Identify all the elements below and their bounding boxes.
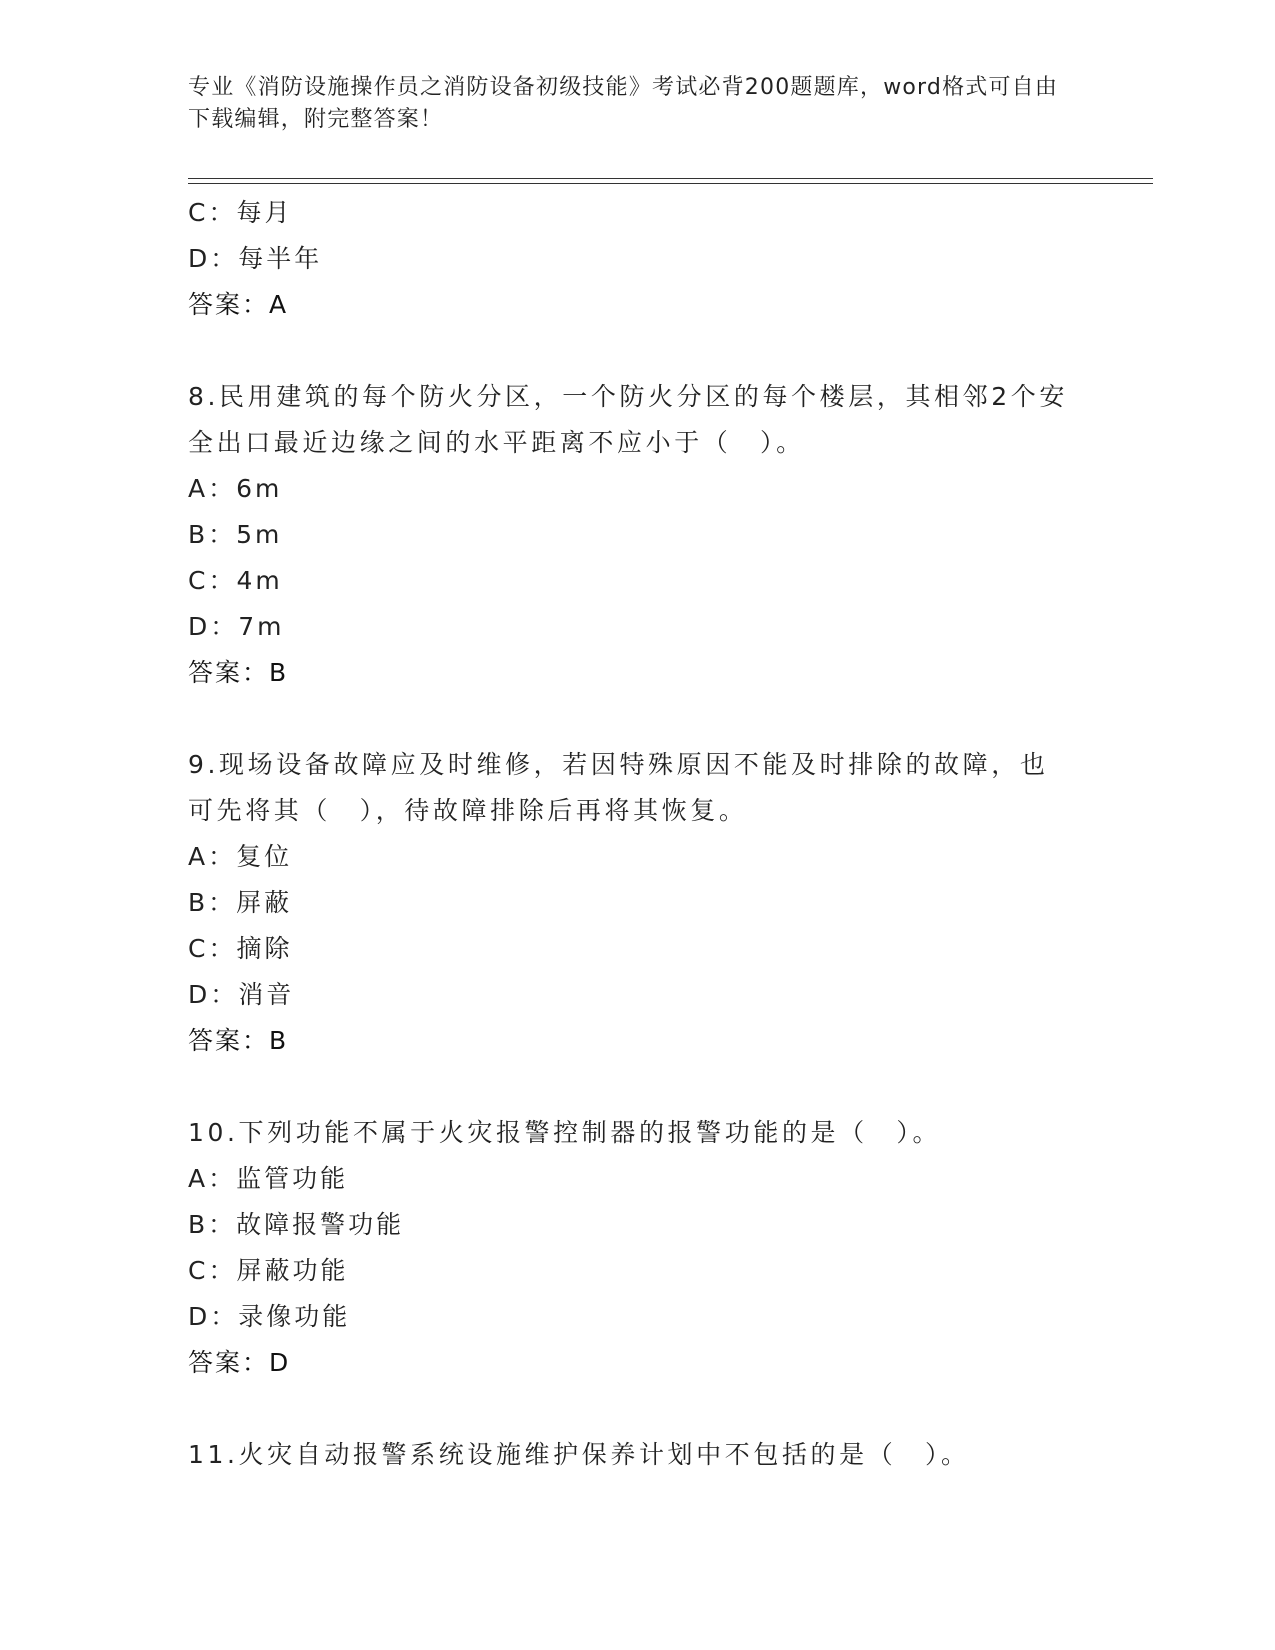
option-b: [188, 512, 1068, 558]
answer-line: 答案：B: [188, 1026, 289, 1055]
option-text: 6m: [236, 474, 283, 503]
option-d: [188, 972, 1068, 1018]
option-letter: A：: [188, 474, 237, 503]
option-text: 屏蔽功能: [236, 1256, 349, 1285]
option-letter: B：: [188, 520, 237, 549]
option-text: 屏蔽: [236, 888, 293, 917]
header-divider-top: [188, 178, 1153, 179]
header-divider-bottom: [188, 183, 1153, 184]
option-letter: B：: [188, 1210, 237, 1239]
option-text: 4m: [236, 566, 283, 595]
question-11: [188, 1432, 1068, 1478]
question-8: [188, 374, 1068, 696]
option-text: 摘除: [236, 934, 293, 963]
option-letter: D：: [188, 612, 239, 641]
answer-line: 答案：A: [188, 290, 289, 319]
option-letter: A：: [188, 842, 237, 871]
question-stem: 8.民用建筑的每个防火分区，一个防火分区的每个楼层，其相邻2个安全出口最近边缘之间的水平距离不应小于（ ）。: [188, 382, 1068, 457]
option-a: [188, 1156, 1068, 1202]
document-body: [188, 190, 1068, 1478]
answer-line: 答案：B: [188, 658, 289, 687]
question-stem: 10.下列功能不属于火灾报警控制器的报警功能的是（ ）。: [188, 1118, 942, 1147]
question-9: [188, 742, 1068, 1064]
option-text: 5m: [236, 520, 283, 549]
answer-line: 答案：D: [188, 1348, 291, 1377]
option-d: [188, 1294, 1068, 1340]
option-c: [188, 1248, 1068, 1294]
question-10: [188, 1110, 1068, 1386]
option-text: 监管功能: [236, 1164, 349, 1193]
option-letter: D：: [188, 980, 239, 1009]
option-c: [188, 926, 1068, 972]
option-letter: A：: [188, 1164, 237, 1193]
spacer: [188, 1386, 1068, 1432]
question-stem: 11.火灾自动报警系统设施维护保养计划中不包括的是（ ）。: [188, 1440, 970, 1469]
option-a: [188, 834, 1068, 880]
option-d: [188, 604, 1068, 650]
option-text: 录像功能: [238, 1302, 351, 1331]
option-letter: C：: [188, 566, 237, 595]
option-b: [188, 1202, 1068, 1248]
option-letter: C：: [188, 934, 237, 963]
option-letter: B：: [188, 888, 237, 917]
option-text: 消音: [238, 980, 295, 1009]
document-header: [188, 72, 1068, 136]
previous-question-tail: [188, 190, 1068, 328]
option-a: [188, 466, 1068, 512]
option-letter: C：: [188, 1256, 237, 1285]
header-title: 专业《消防设施操作员之消防设备初级技能》考试必背200题题库，word格式可自由下载编辑，附完整答案！: [188, 75, 1059, 132]
option-letter: C：: [188, 198, 237, 227]
question-stem: 9.现场设备故障应及时维修，若因特殊原因不能及时排除的故障，也可先将其（ ），待故障排除后再将其恢复。: [188, 750, 1049, 825]
option-c: [188, 558, 1068, 604]
option-b: [188, 880, 1068, 926]
option-text: 故障报警功能: [236, 1210, 405, 1239]
option-text: 每半年: [238, 244, 323, 273]
option-letter: D：: [188, 244, 239, 273]
spacer: [188, 696, 1068, 742]
spacer: [188, 1064, 1068, 1110]
option-text: 复位: [236, 842, 293, 871]
option-text: 7m: [238, 612, 285, 641]
option-d: [188, 236, 1068, 282]
spacer: [188, 328, 1068, 374]
option-text: 每月: [236, 198, 293, 227]
option-letter: D：: [188, 1302, 239, 1331]
option-c: [188, 190, 1068, 236]
